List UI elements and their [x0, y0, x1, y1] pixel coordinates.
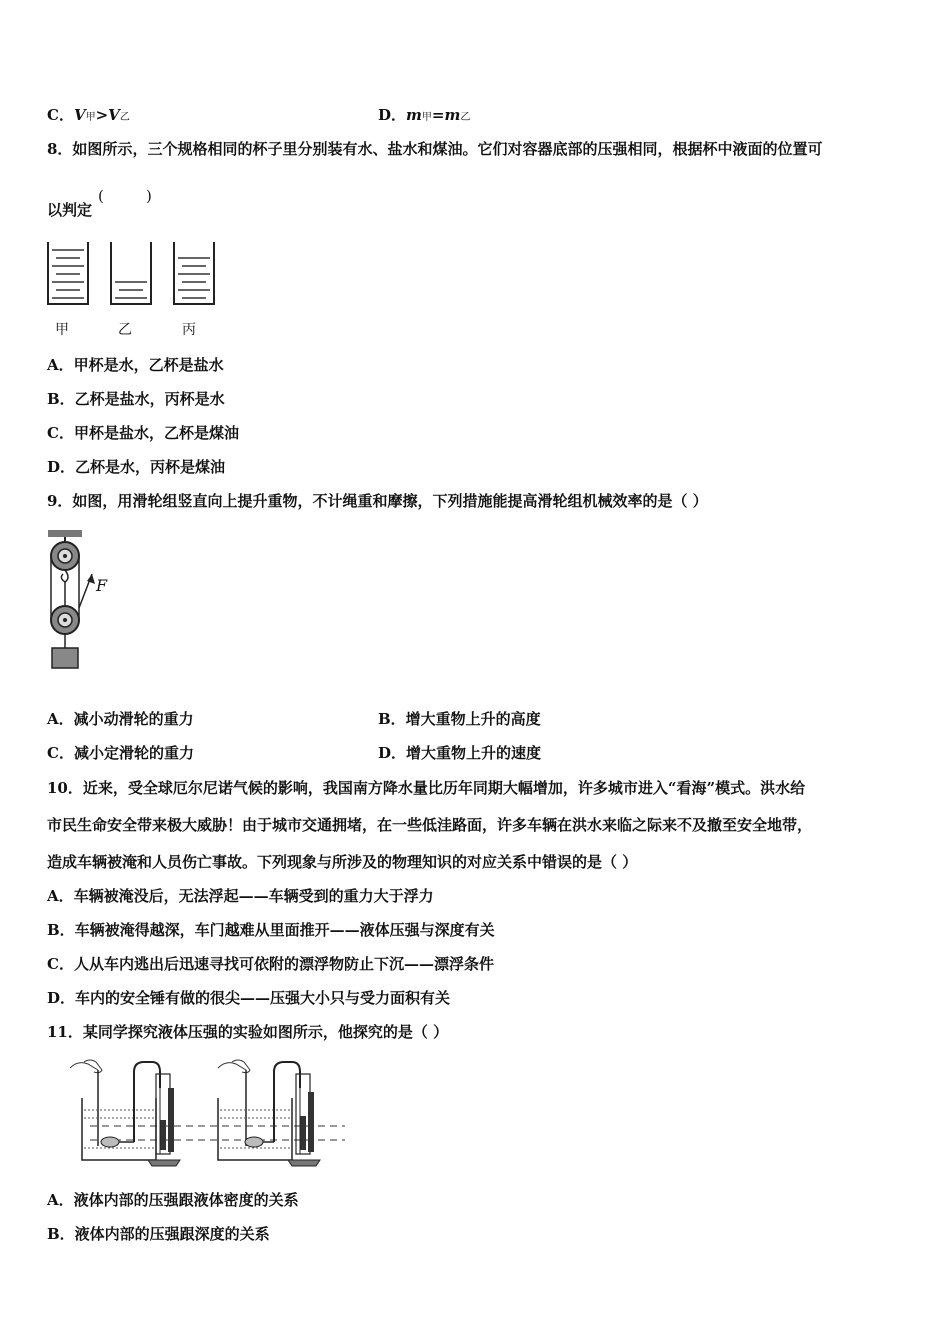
cup-label-jia: 甲	[55, 322, 69, 338]
q10-stem-line2: 市民生命安全带来极大威胁！由于城市交通拥堵，在一些低洼路面，许多车辆在洪水来临之际来不及撤至安全地带，	[47, 816, 813, 834]
q8-stem-line1: 8．如图所示，三个规格相同的杯子里分别装有水、盐水和煤油。它们对容器底部的压强相同，根据杯中液面的位置可	[47, 140, 823, 158]
q8-option-c: C．甲杯是盐水，乙杯是煤油	[47, 424, 239, 442]
q7-option-d: D．m甲=m乙	[378, 106, 471, 124]
q11-stem: 11．某同学探究液体压强的实验如图所示，他探究的是（ ）	[47, 1023, 449, 1041]
q10-option-d: D．车内的安全锤有做的很尖——压强大小只与受力面积有关	[47, 989, 451, 1007]
cup-label-bing: 丙	[182, 322, 196, 338]
q10-option-a: A．车辆被淹没后，无法浮起——车辆受到的重力大于浮力	[47, 887, 434, 905]
q11-option-b: B．液体内部的压强跟深度的关系	[47, 1225, 270, 1243]
q8-option-a: A．甲杯是水，乙杯是盐水	[47, 356, 224, 374]
q11-option-a: A．液体内部的压强跟液体密度的关系	[47, 1191, 299, 1209]
cup-label-yi: 乙	[118, 322, 132, 338]
force-label-f: F	[96, 576, 108, 595]
q10-option-b: B．车辆被淹得越深，车门越难从里面推开——液体压强与深度有关	[47, 921, 495, 939]
q8-option-b: B．乙杯是盐水，丙杯是水	[47, 390, 225, 408]
q9-stem: 9．如图，用滑轮组竖直向上提升重物，不计绳重和摩擦，下列措施能提高滑轮组机械效率的是（ ）	[47, 492, 708, 510]
q8-cups-figure	[44, 238, 224, 338]
cup-jia	[48, 242, 88, 304]
cup-yi	[111, 242, 151, 304]
q9-option-d: D．增大重物上升的速度	[378, 744, 542, 762]
q10-stem-line1: 10．近来，受全球厄尔尼诺气候的影响，我国南方降水量比历年同期大幅增加，许多城市进入“看海”模式。洪水给	[47, 779, 806, 797]
q9-option-b: B．增大重物上升的高度	[378, 710, 541, 728]
cup-bing	[174, 242, 214, 304]
q8-stem-line2: 以判定	[47, 201, 93, 219]
setup-left	[70, 1060, 180, 1166]
q11-pressure-experiment-figure	[60, 1058, 350, 1168]
q9-pulley-figure	[40, 528, 120, 678]
q10-stem-line3: 造成车辆被淹和人员伤亡事故。下列现象与所涉及的物理知识的对应关系中错误的是（ ）	[47, 853, 638, 871]
q9-option-c: C．减小定滑轮的重力	[47, 744, 194, 762]
q8-option-d: D．乙杯是水，丙杯是煤油	[47, 458, 226, 476]
q10-option-c: C．人从车内逃出后迅速寻找可依附的漂浮物防止下沉——漂浮条件	[47, 955, 494, 973]
q8-answer-paren-open: (	[98, 187, 104, 205]
setup-right	[218, 1060, 320, 1166]
q7-option-c: C．V甲>V乙	[47, 106, 130, 124]
q8-answer-paren-close: )	[146, 187, 152, 205]
q9-option-a: A．减小动滑轮的重力	[47, 710, 194, 728]
